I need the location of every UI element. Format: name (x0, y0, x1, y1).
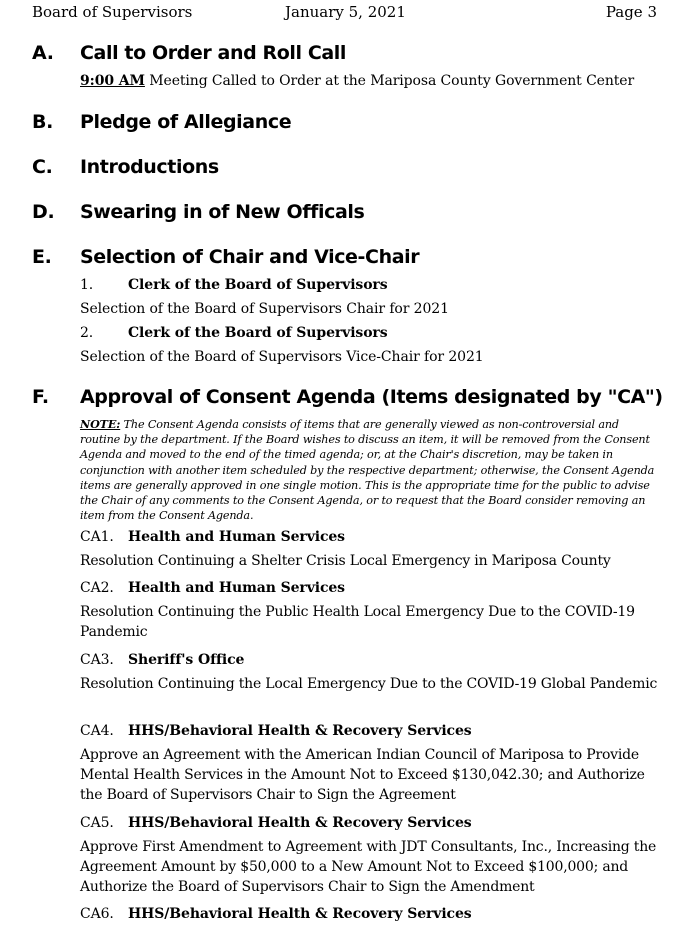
consent-item-ca3-description: Resolution Continuing the Local Emergency Due to the COVID-19 Global Pandemic (80, 676, 658, 692)
section-title: Introductions (80, 156, 219, 178)
call-to-order-line (80, 73, 634, 89)
agenda-item-e2-description: Selection of the Board of Supervisors Vice-Chair for 2021 (80, 349, 484, 365)
note-label: NOTE: (80, 417, 121, 431)
item-department: HHS/Behavioral Health & Recovery Services (128, 815, 472, 831)
call-to-order-text: Meeting Called to Order at the Mariposa County Government Center (149, 73, 635, 89)
consent-item-ca4-heading (80, 723, 472, 739)
consent-item-ca5-heading (80, 815, 472, 831)
item-department: Health and Human Services (128, 580, 345, 596)
item-department: Sheriff's Office (128, 652, 245, 668)
header-page-number: Page 3 (605, 3, 657, 21)
item-department: Clerk of the Board of Supervisors (128, 277, 388, 293)
section-title: Pledge of Allegiance (80, 111, 292, 133)
item-number: CA5. (80, 815, 114, 831)
section-title: Call to Order and Roll Call (80, 42, 347, 64)
consent-item-ca4-description: Approve an Agreement with the American Indian Council of Mariposa to Provide Mental Health Services in the Amount Not to Exceed $130,042.30; and Authorize the Board of Supervisors Chair to Sign the Agreement (80, 747, 645, 803)
item-number: 1. (80, 277, 94, 293)
agenda-item-e1-description: Selection of the Board of Supervisors Chair for 2021 (80, 301, 449, 317)
header-board-name: Board of Supervisors (32, 3, 193, 21)
item-department: HHS/Behavioral Health & Recovery Services (128, 723, 472, 739)
agenda-item-e2-heading (80, 325, 388, 341)
item-department: Clerk of the Board of Supervisors (128, 325, 388, 341)
consent-item-ca3-heading (80, 652, 244, 668)
item-department: Health and Human Services (128, 529, 345, 545)
item-number: CA2. (80, 580, 114, 596)
consent-item-ca2-heading (80, 580, 345, 596)
section-letter: B. (32, 111, 54, 133)
item-number: CA6. (80, 906, 114, 922)
section-title: Swearing in of New Officals (80, 201, 365, 223)
consent-agenda-note (80, 417, 660, 523)
section-letter: E. (32, 246, 52, 268)
consent-item-ca1-heading (80, 529, 345, 545)
consent-item-ca1-description: Resolution Continuing a Shelter Crisis Local Emergency in Mariposa County (80, 553, 611, 569)
consent-item-ca5-description: Approve First Amendment to Agreement with JDT Consultants, Inc., Increasing the Agreement Amount by $50,000 to a New Amount Not to Exceed $100,000; and Authorize the Board of Supervisors Chair to Sign the Amendment (80, 839, 657, 895)
header-date: January 5, 2021 (285, 3, 406, 21)
item-department: HHS/Behavioral Health & Recovery Services (128, 906, 472, 922)
note-text: The Consent Agenda consists of items that are generally viewed as non-controversial and routine by the department. If the Board wishes to discuss an item, it will be removed from the Consent Agenda and moved to the end of the timed agenda; or, at the Chair's discretion, may be taken in conjunction with another item scheduled by the respective department; otherwise, the Consent Agenda items are generally approved in one single motion. This is the appropriate time for the public to advise the Chair of any comments to the Consent Agenda, or to request that the Board consider removing an item from the Consent Agenda. (80, 418, 655, 523)
agenda-item-e1-heading (80, 277, 388, 293)
meeting-time: 9:00 AM (80, 73, 145, 89)
item-number: 2. (80, 325, 94, 341)
section-title: Selection of Chair and Vice-Chair (80, 246, 420, 268)
section-letter: C. (32, 156, 53, 178)
item-number: CA3. (80, 652, 114, 668)
section-letter: A. (32, 42, 54, 64)
consent-item-ca6-heading (80, 906, 472, 922)
item-number: CA4. (80, 723, 114, 739)
item-number: CA1. (80, 529, 114, 545)
section-letter: F. (32, 386, 49, 408)
consent-item-ca2-description: Resolution Continuing the Public Health Local Emergency Due to the COVID-19 Pandemic (80, 604, 635, 640)
section-title: Approval of Consent Agenda (Items designated by "CA") (80, 386, 663, 408)
section-letter: D. (32, 201, 55, 223)
